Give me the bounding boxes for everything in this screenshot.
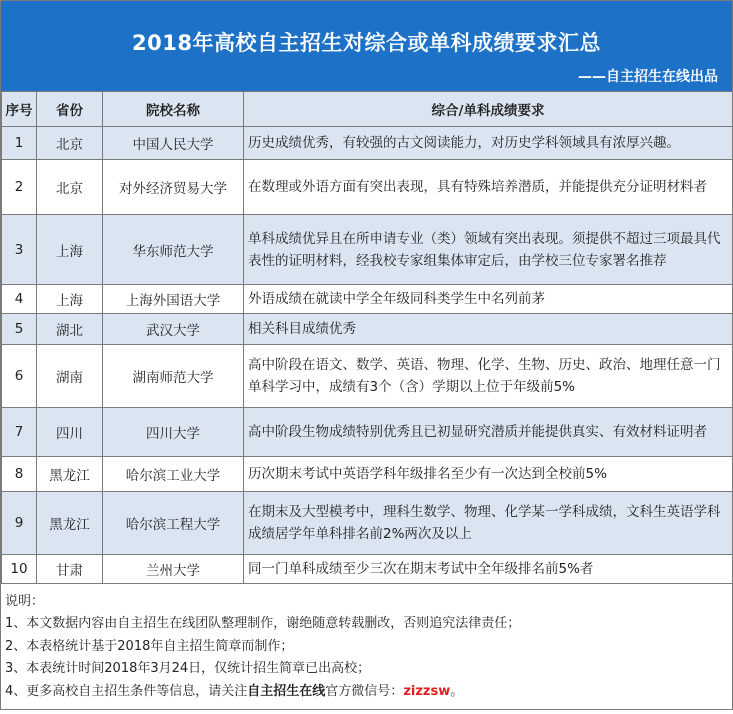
row-province: 四川	[37, 408, 103, 457]
row-province: 上海	[37, 215, 103, 285]
row-number: 10	[2, 555, 37, 584]
table-row	[2, 555, 733, 584]
row-school: 华东师范大学	[103, 215, 244, 285]
row-province: 黑龙江	[37, 492, 103, 555]
row-number: 6	[2, 345, 37, 408]
row-province: 上海	[37, 285, 103, 314]
row-requirement: 历史成绩优秀，有较强的古文阅读能力，对历史学科领域具有浓厚兴趣。	[244, 127, 733, 160]
wechat-id: zizzsw	[403, 683, 451, 699]
page-subtitle: ——自主招生在线出品	[578, 69, 718, 85]
row-school: 湖南师范大学	[103, 345, 244, 408]
row-school: 四川大学	[103, 408, 244, 457]
column-header-school: 院校名称	[103, 92, 244, 127]
table-row	[2, 492, 733, 555]
row-school: 武汉大学	[103, 314, 244, 345]
notes-section	[1, 584, 732, 709]
row-number: 8	[2, 457, 37, 492]
row-school: 哈尔滨工程大学	[103, 492, 244, 555]
row-requirement: 单科成绩优异且在所申请专业（类）领域有突出表现。须提供不超过三项最具代表性的证明材料，经我校专家组集体审定后，由学校三位专家署名推荐	[244, 215, 733, 285]
note-line-4-prefix: 4、更多高校自主招生条件等信息，请关注	[5, 683, 248, 699]
row-requirement: 同一门单科成绩至少三次在期末考试中全年级排名前5%者	[244, 555, 733, 584]
row-requirement: 历次期末考试中英语学科年级排名至少有一次达到全校前5%	[244, 457, 733, 492]
row-province: 北京	[37, 160, 103, 215]
row-number: 2	[2, 160, 37, 215]
row-requirement: 相关科目成绩优秀	[244, 314, 733, 345]
table-row	[2, 160, 733, 215]
page-title: 2018年高校自主招生对综合或单科成绩要求汇总	[132, 31, 601, 55]
row-requirement: 在期末及大型模考中，理科生数学、物理、化学某一学科成绩，文科生英语学科成绩居学年单科排名前2%两次及以上	[244, 492, 733, 555]
row-number: 7	[2, 408, 37, 457]
note-line-4	[5, 681, 728, 703]
note-line-1: 1、本文数据内容由自主招生在线团队整理制作，谢绝随意转载删改，否则追究法律责任；	[5, 616, 521, 632]
notes-heading: 说明：	[5, 594, 45, 609]
row-province: 甘肃	[37, 555, 103, 584]
account-name: 自主招生在线	[247, 683, 326, 699]
row-school: 对外经济贸易大学	[103, 160, 244, 215]
row-school: 兰州大学	[103, 555, 244, 584]
requirements-table	[1, 91, 733, 584]
table-row	[2, 127, 733, 160]
column-header-number: 序号	[2, 92, 37, 127]
row-number: 1	[2, 127, 37, 160]
note-line-4-end: 。	[450, 683, 464, 699]
row-school: 哈尔滨工业大学	[103, 457, 244, 492]
row-province: 湖北	[37, 314, 103, 345]
row-school: 中国人民大学	[103, 127, 244, 160]
row-school: 上海外国语大学	[103, 285, 244, 314]
row-requirement: 在数理或外语方面有突出表现，具有特殊培养潜质，并能提供充分证明材料者	[244, 160, 733, 215]
table-row	[2, 457, 733, 492]
table-row	[2, 345, 733, 408]
row-province: 湖南	[37, 345, 103, 408]
column-header-requirement: 综合/单科成绩要求	[244, 92, 733, 127]
row-province: 北京	[37, 127, 103, 160]
note-line-3: 3、本表统计时间2018年3月24日，仅统计招生简章已出高校；	[5, 661, 371, 677]
row-requirement: 外语成绩在就读中学全年级同科类学生中名列前茅	[244, 285, 733, 314]
note-line-4-middle: 官方微信号：	[325, 683, 404, 699]
table-row	[2, 285, 733, 314]
row-number: 4	[2, 285, 37, 314]
row-requirement: 高中阶段在语文、数学、英语、物理、化学、生物、历史、政治、地理任意一门单科学习中，成绩有3个（含）学期以上位于年级前5%	[244, 345, 733, 408]
row-number: 9	[2, 492, 37, 555]
table-header-row	[2, 92, 733, 127]
row-number: 5	[2, 314, 37, 345]
row-number: 3	[2, 215, 37, 285]
title-banner	[1, 1, 732, 91]
row-province: 黑龙江	[37, 457, 103, 492]
table-row	[2, 408, 733, 457]
table-row	[2, 314, 733, 345]
table-row	[2, 215, 733, 285]
column-header-province: 省份	[37, 92, 103, 127]
note-line-2: 2、本表格统计基于2018年自主招生简章而制作；	[5, 638, 294, 654]
row-requirement: 高中阶段生物成绩特别优秀且已初显研究潜质并能提供真实、有效材料证明者	[244, 408, 733, 457]
